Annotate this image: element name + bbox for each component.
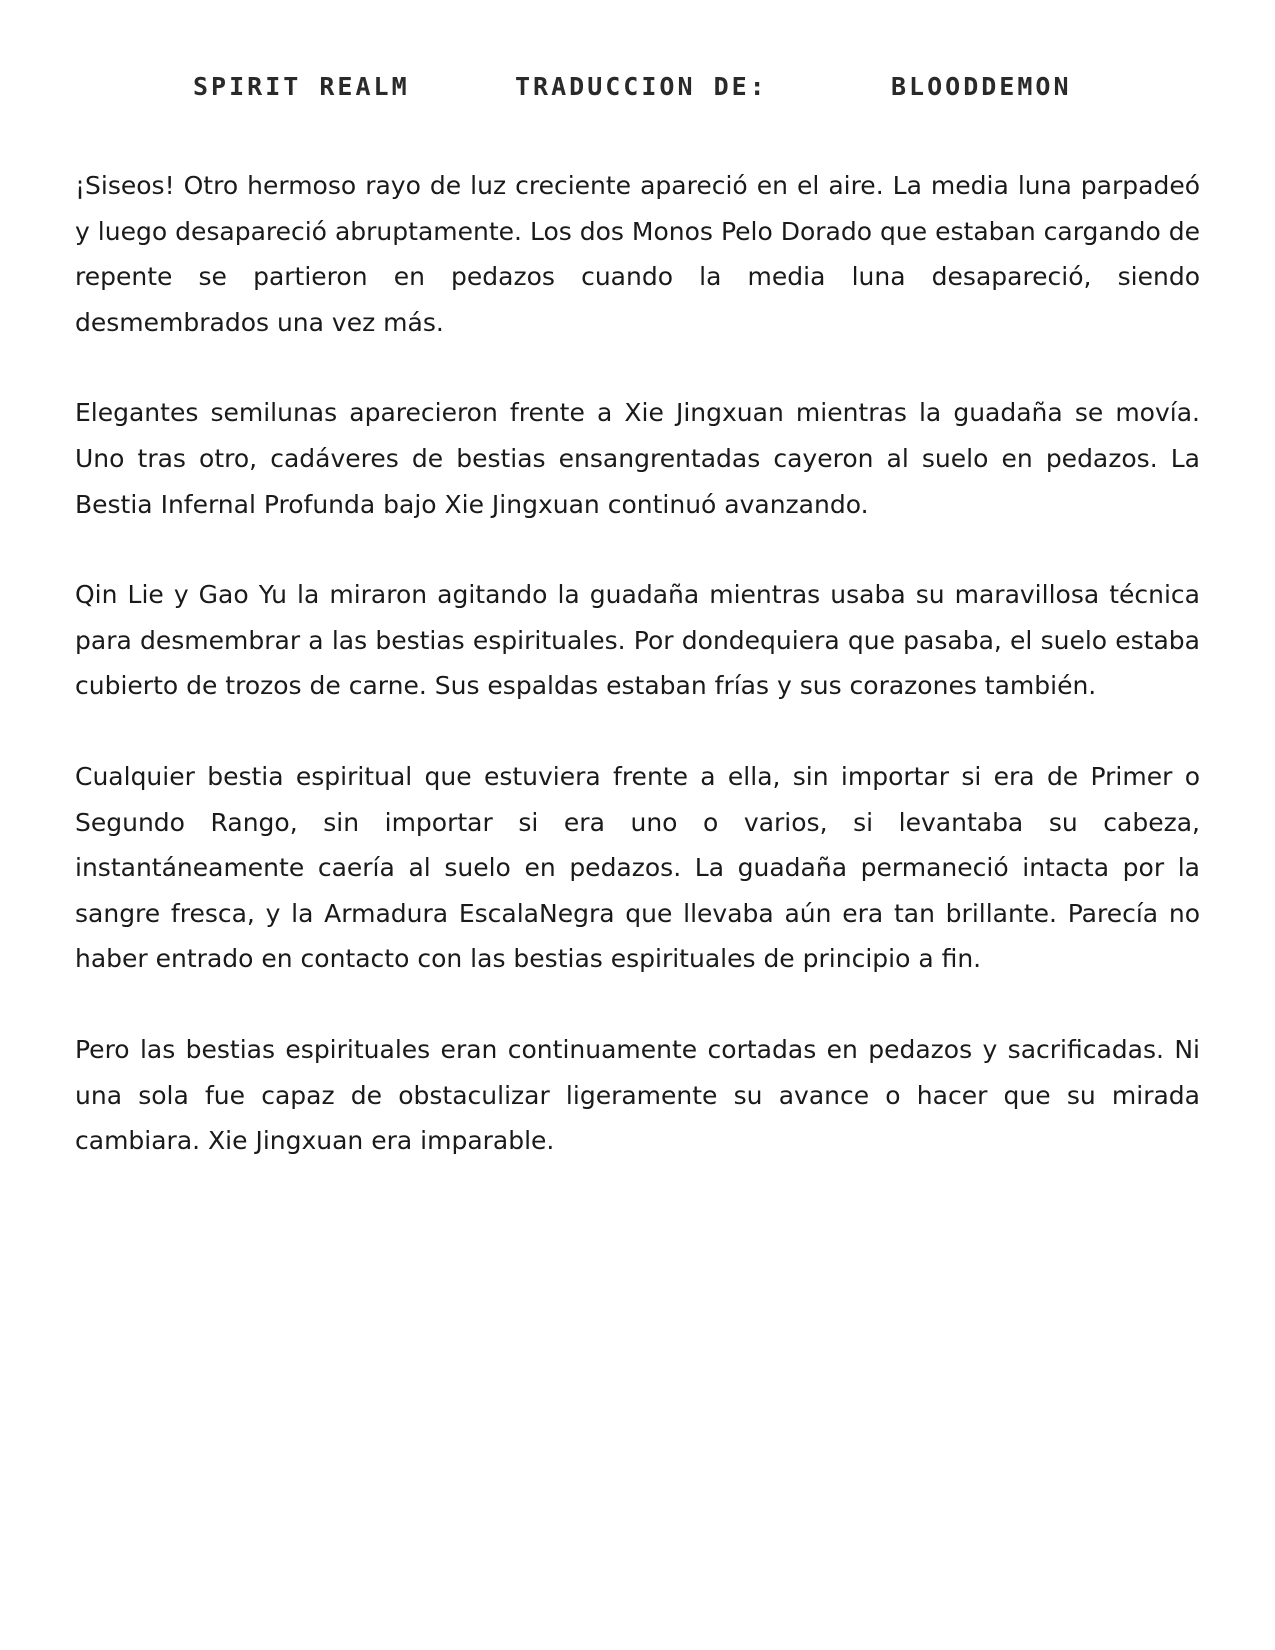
header-translation-label: TRADUCCION DE: (515, 72, 768, 101)
paragraph-5: Pero las bestias espirituales eran continuamente cortadas en pedazos y sacrificadas. Ni una sola fue capaz de obstaculizar ligeramente su avance o hacer que su mirada cambiara. Xie Jingxuan era imparable. (75, 1034, 1200, 1156)
paragraph-1: ¡Siseos! Otro hermoso rayo de luz creciente apareció en el aire. La media luna parpadeó y luego desapareció abruptamente. Los dos Monos Pelo Dorado que estaban cargando de repente se partieron en pedazos cuando la media luna desapareció, siendo desmembrados una vez más. (75, 171, 1200, 337)
paragraph-2: Elegantes semilunas aparecieron frente a Xie Jingxuan mientras la guadaña se movía. Uno tras otro, cadáveres de bestias ensangrentadas cayeron al suelo en pedazos. La Bestia Infernal Profunda bajo Xie Jingxuan continuó avanzando. (75, 398, 1200, 519)
paragraph-4: Cualquier bestia espiritual que estuviera frente a ella, sin importar si era de Primer o Segundo Rango, sin importar si era uno o varios, si levantaba su cabeza, instantáneamente caería al suelo en pedazos. La guadaña permaneció intacta por la sangre fresca, y la Armadura EscalaNegra que llevaba aún era tan brillante. Parecía no haber entrado en contacto con las bestias espirituales de principio a fin. (75, 761, 1200, 974)
document-body (75, 163, 1200, 1209)
page-header (0, 72, 1275, 112)
header-translator: BLOODDEMON (891, 72, 1072, 101)
paragraph-3: Qin Lie y Gao Yu la miraron agitando la guadaña mientras usaba su maravillosa técnica para desmembrar a las bestias espirituales. Por dondequiera que pasaba, el suelo estaba cubierto de trozos de carne. Sus espaldas estaban frías y sus corazones también. (75, 580, 1200, 701)
header-title: SPIRIT REALM (193, 72, 410, 101)
